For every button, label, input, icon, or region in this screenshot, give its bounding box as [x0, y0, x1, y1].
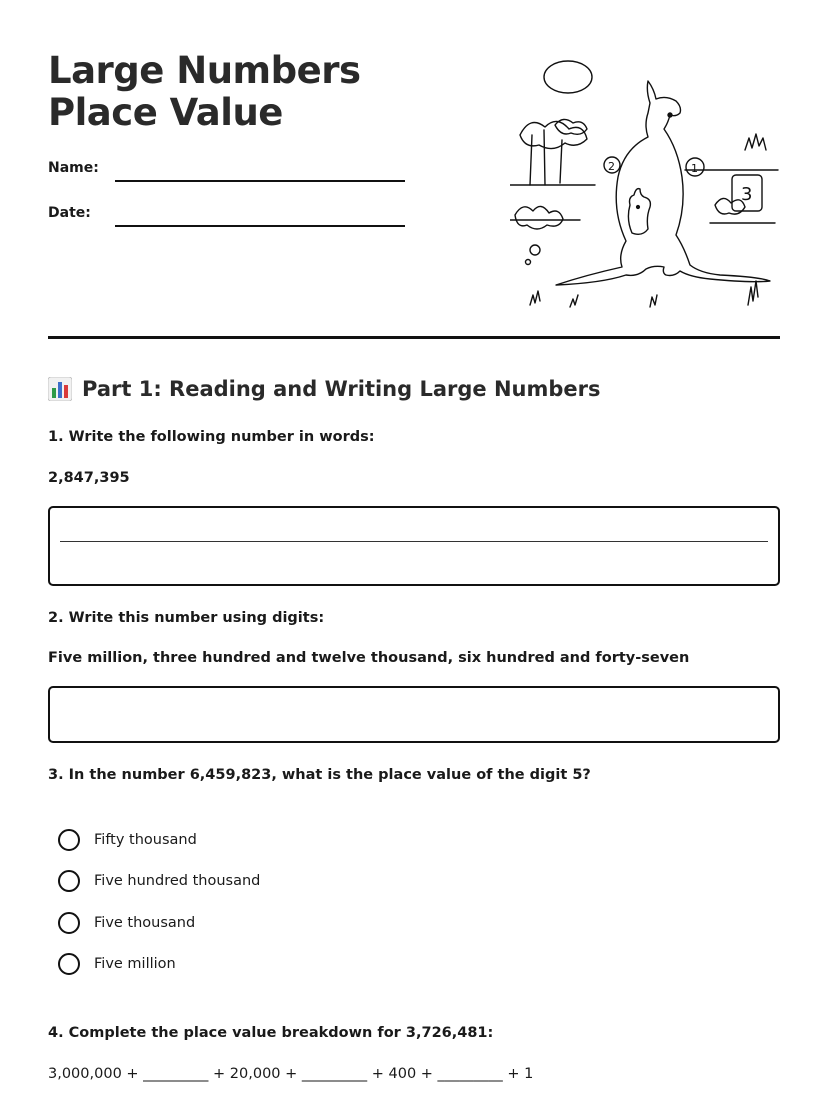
- kangaroo-illustration: [510, 55, 780, 315]
- header-divider: [48, 336, 780, 339]
- q2-words: Five million, three hundred and twelve thousand, six hundred and forty-seven: [48, 650, 690, 666]
- part1-title: Part 1: Reading and Writing Large Numbers: [82, 377, 601, 401]
- radio-button[interactable]: [58, 912, 80, 934]
- q3-prompt: 3. In the number 6,459,823, what is the place value of the digit 5?: [48, 767, 591, 783]
- radio-button[interactable]: [58, 829, 80, 851]
- q1-number: 2,847,395: [48, 470, 130, 486]
- q2-answer-box[interactable]: [48, 686, 780, 743]
- date-label: Date:: [48, 205, 91, 221]
- q3-option-label: Five hundred thousand: [94, 873, 261, 889]
- q4-prompt: 4. Complete the place value breakdown for 3,726,481:: [48, 1025, 494, 1041]
- q3-option-label: Five million: [94, 956, 176, 972]
- q3-option-label: Five thousand: [94, 915, 196, 931]
- q3-option[interactable]: [58, 869, 260, 893]
- date-write-line[interactable]: [115, 225, 405, 227]
- q1-answer-box[interactable]: [48, 506, 780, 586]
- q3-option[interactable]: [58, 952, 176, 976]
- radio-button[interactable]: [58, 870, 80, 892]
- svg-text:2: 2: [608, 160, 615, 173]
- q4-breakdown[interactable]: 3,000,000 + _________ + 20,000 + _________ + 400 + _________ + 1: [48, 1066, 534, 1082]
- name-write-line[interactable]: [115, 180, 405, 182]
- svg-text:1: 1: [691, 162, 698, 175]
- name-field: [48, 160, 408, 190]
- svg-text:3: 3: [741, 184, 753, 205]
- worksheet-title: Large Numbers Place Value: [48, 49, 361, 134]
- q2-prompt: 2. Write this number using digits:: [48, 610, 325, 626]
- q3-option-label: Fifty thousand: [94, 832, 197, 848]
- date-field: [48, 205, 408, 235]
- bar-chart-icon: [48, 377, 72, 401]
- radio-button[interactable]: [58, 953, 80, 975]
- part1-heading: [48, 373, 601, 405]
- q1-prompt: 1. Write the following number in words:: [48, 429, 375, 445]
- name-label: Name:: [48, 160, 99, 176]
- q3-option[interactable]: [58, 911, 195, 935]
- q1-write-line: [60, 541, 768, 542]
- q3-option[interactable]: [58, 828, 197, 852]
